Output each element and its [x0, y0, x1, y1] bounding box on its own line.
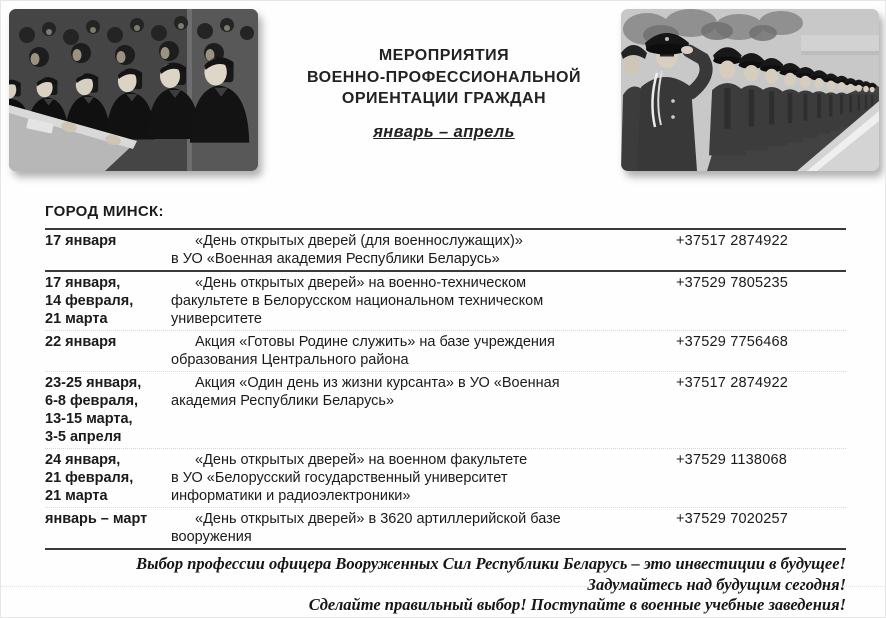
event-phone: +37517 2874922: [676, 375, 789, 391]
period-subtitle: январь – апрель: [373, 122, 515, 141]
event-dates: 24 января, 21 февраля, 21 марта: [45, 452, 134, 504]
doc-title: МЕРОПРИЯТИЯ ВОЕННО-ПРОФЕССИОНАЛЬНОЙ ОРИЕНТАЦИИ ГРАЖДАН: [307, 47, 581, 107]
section-heading: ГОРОД МИНСК:: [45, 203, 164, 220]
event-dates: 22 января: [45, 334, 117, 350]
event-phone: +37529 7805235: [676, 275, 789, 291]
event-phone: +37517 2874922: [676, 233, 789, 249]
event-row: [45, 448, 846, 507]
event-description: «День открытых дверей» в 3620 артиллерийской базе вооружения: [171, 511, 561, 545]
left-photo: [9, 9, 258, 171]
event-description: Акция «Готовы Родине служить» на базе учреждения образования Центрального района: [171, 334, 555, 368]
event-dates: 17 января: [45, 233, 117, 249]
event-description: «День открытых дверей (для военнослужащих)» в УО «Военная академия Республики Беларусь»: [171, 233, 523, 267]
event-row: [45, 330, 846, 371]
title-block: [273, 45, 615, 142]
events-table: [45, 228, 846, 550]
event-phone: +37529 7020257: [676, 511, 789, 527]
event-row: [45, 507, 846, 548]
event-row: [45, 371, 846, 448]
right-photo: [621, 9, 879, 171]
event-description: «День открытых дверей» на военно-техническом факультете в Белорусском национальном техническом университете: [171, 275, 544, 327]
event-description: «День открытых дверей» на военном факультете в УО «Белорусский государственный университет информатики и радиоэлектроники»: [171, 452, 528, 504]
footer-lines-wrap: Выбор профессии офицера Вооруженных Сил Республики Беларусь – это инвестиции в будущее! Задумайтесь над будущим сегодня! Сделайте правильный выбор! Поступайте в военные учебные заведения!: [136, 554, 846, 614]
event-dates: 17 января, 14 февраля, 21 марта: [45, 275, 134, 327]
saluting-officers-photo-icon: [621, 9, 879, 171]
event-phone: +37529 7756468: [676, 334, 789, 350]
footer: [45, 548, 846, 616]
event-row: [45, 270, 846, 330]
event-row: [45, 230, 846, 270]
event-dates: 23-25 января, 6-8 февраля, 13-15 марта, 3-5 апреля: [45, 375, 142, 445]
event-description: Акция «Один день из жизни курсанта» в УО «Военная академия Республики Беларусь»: [171, 375, 560, 409]
event-phone: +37529 1138068: [676, 452, 787, 468]
cadets-audience-photo-icon: [9, 9, 258, 171]
event-dates: январь – март: [45, 511, 148, 527]
